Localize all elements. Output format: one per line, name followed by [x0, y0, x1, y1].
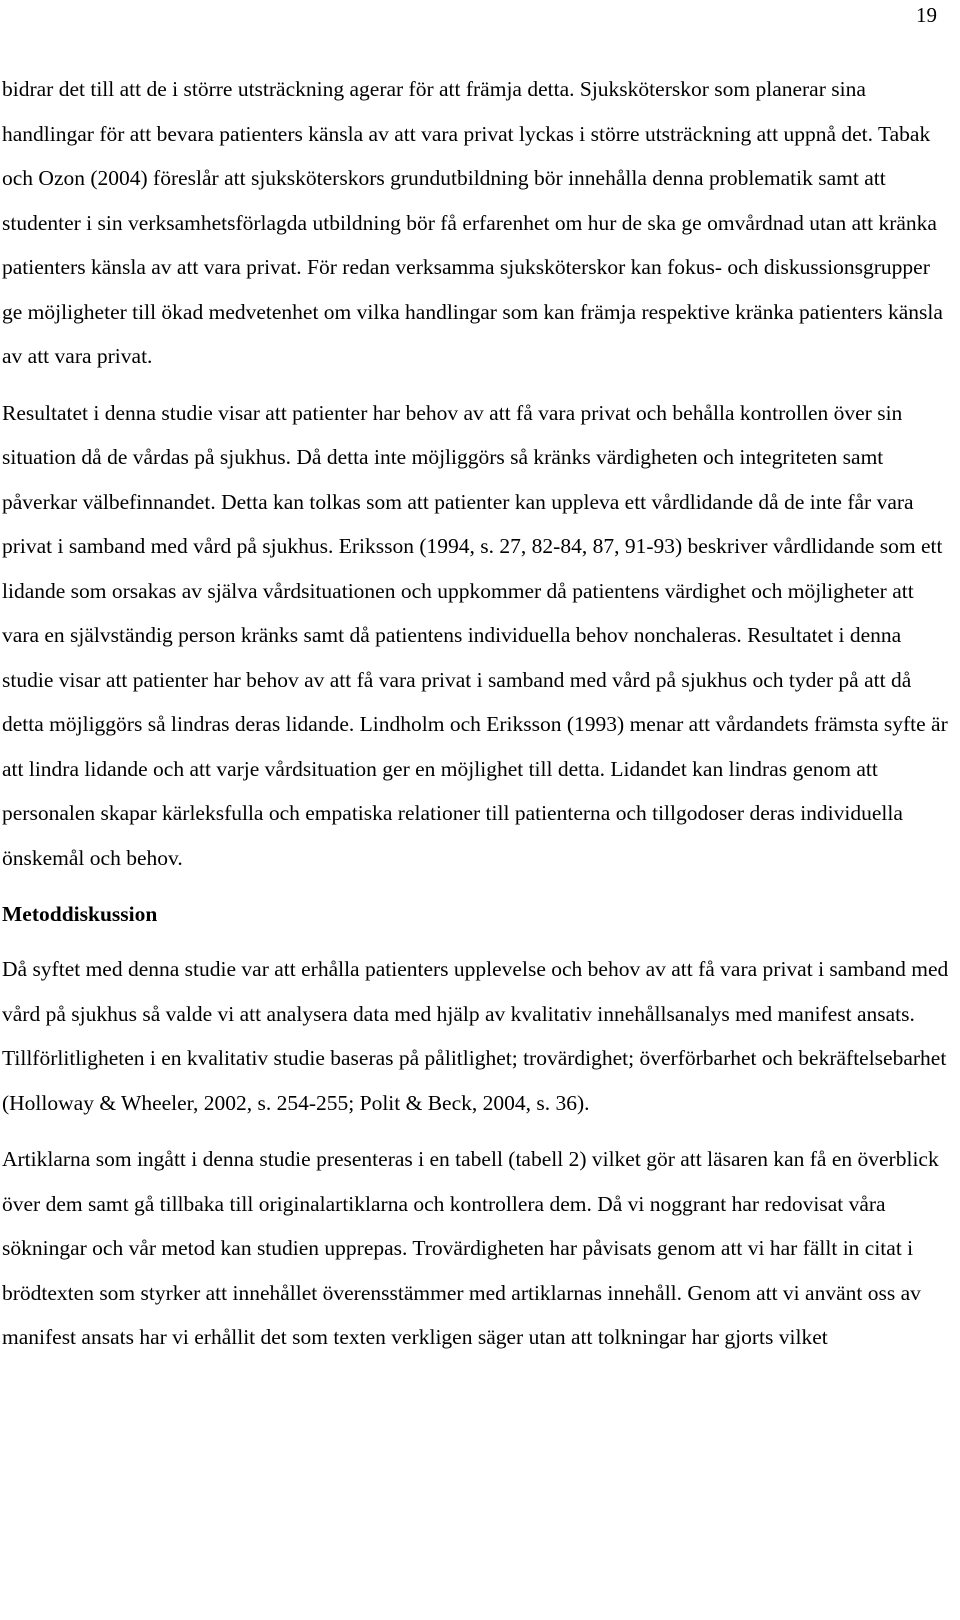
page-number: 19	[916, 3, 937, 27]
body-paragraph-4: Artiklarna som ingått i denna studie presenteras i en tabell (tabell 2) vilket gör att läsaren kan få en överblick över dem samt gå tillbaka till originalartiklarna och kontrollera dem. Då vi noggrant har redovisat våra sökningar och vår metod kan studien upprepas. Trovärdigheten har påvisats genom att vi har fällt in citat i brödtexten som styrker att innehållet överensstämmer med artiklarnas innehåll. Genom att vi använt oss av manifest ansats har vi erhållit det som texten verkligen säger utan att tolkningar har gjorts vilket	[2, 1147, 939, 1349]
body-paragraph-3: Då syftet med denna studie var att erhålla patienters upplevelse och behov av att få vara privat i samband med vård på sjukhus så valde vi att analysera data med hjälp av kvalitativ innehållsanalys med manifest ansats. Tillförlitligheten i en kvalitativ studie baseras på pålitlighet; trovärdighet; överförbarhet och bekräftelsebarhet (Holloway & Wheeler, 2002, s. 254-255; Polit & Beck, 2004, s. 36).	[2, 957, 949, 1115]
body-paragraph-2: Resultatet i denna studie visar att patienter har behov av att få vara privat och behålla kontrollen över sin situation då de vårdas på sjukhus. Då detta inte möjliggörs så kränks värdigheten och integriteten samt påverkar välbefinnandet. Detta kan tolkas som att patienter kan uppleva ett vårdlidande då de inte får vara privat i samband med vård på sjukhus. Eriksson (1994, s. 27, 82-84, 87, 91-93) beskriver vårdlidande som ett lidande som orsakas av själva vårdsituationen och uppkommer då patientens värdighet och möjligheter att vara en självständig person kränks samt då patientens individuella behov nonchaleras. Resultatet i denna studie visar att patienter har behov av att få vara privat i samband med vård på sjukhus och tyder på att då detta möjliggörs så lindras deras lidande. Lindholm och Eriksson (1993) menar att vårdandets främsta syfte är att lindra lidande och att varje vårdsituation ger en möjlighet till detta. Lidandet kan lindras genom att personalen skapar kärleksfulla och empatiska relationer till patienterna och tillgodoser deras individuella önskemål och behov.	[2, 400, 948, 870]
section-heading-metoddiskussion: Metoddiskussion	[2, 902, 158, 926]
body-paragraph-1: bidrar det till att de i större utsträckning agerar för att främja detta. Sjuksköterskor som planerar sina handlingar för att bevara patienters känsla av att vara privat lyckas i större utsträckning att uppnå det. Tabak och Ozon (2004) föreslår att sjuksköterskors grundutbildning bör innehålla denna problematik samt att studenter i sin verksamhetsförlagda utbildning bör få erfarenhet om hur de ska ge omvårdnad utan att kränka patienters känsla av att vara privat. För redan verksamma sjuksköterskor kan fokus- och diskussionsgrupper ge möjligheter till ökad medvetenhet om vilka handlingar som kan främja respektive kränka patienters känsla av att vara privat.	[2, 77, 943, 368]
document-body	[2, 67, 950, 1372]
